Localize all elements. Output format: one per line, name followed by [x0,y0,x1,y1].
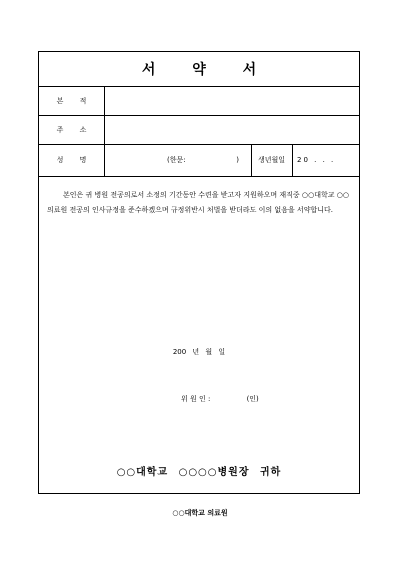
hanmun-close-paren: ) [236,156,239,164]
address-row [39,115,359,145]
name-field[interactable] [97,144,252,176]
affiliation-row [39,86,359,116]
address-field[interactable] [97,115,359,144]
birthdate-field[interactable]: 20 . . . [297,156,336,164]
name-label: 성 명 [39,144,105,176]
hanmun-label: (한문: [167,156,186,164]
birthdate-label: 생년월일 [251,144,293,176]
address-label: 주 소 [39,115,105,144]
pledge-form [38,51,360,494]
form-title: 서 약 서 [141,62,273,78]
affiliation-field[interactable] [97,86,359,115]
pledger-line [181,394,259,404]
name-row [39,144,359,177]
date-line[interactable]: 200 년 월 일 [172,348,226,356]
seal-mark: (인) [246,395,259,403]
pledger-label: 위 원 인 : [181,395,211,403]
pledge-statement: 본인은 귀 병원 전공의로서 소정의 기간동안 수련을 받고자 지원하오며 재직중 ○○대학교 ○○의료원 전공의 인사규정을 준수하겠으며 규정위반시 처벌을 받더라도 이의 없음을 서약합니다. [47,191,349,214]
affiliation-label: 본 적 [39,86,105,115]
footer-institution: ○○대학교 의료원 [172,509,228,517]
addressee: ○○대학교 ○○○○병원장 귀하 [116,467,282,478]
title-row [39,52,359,87]
